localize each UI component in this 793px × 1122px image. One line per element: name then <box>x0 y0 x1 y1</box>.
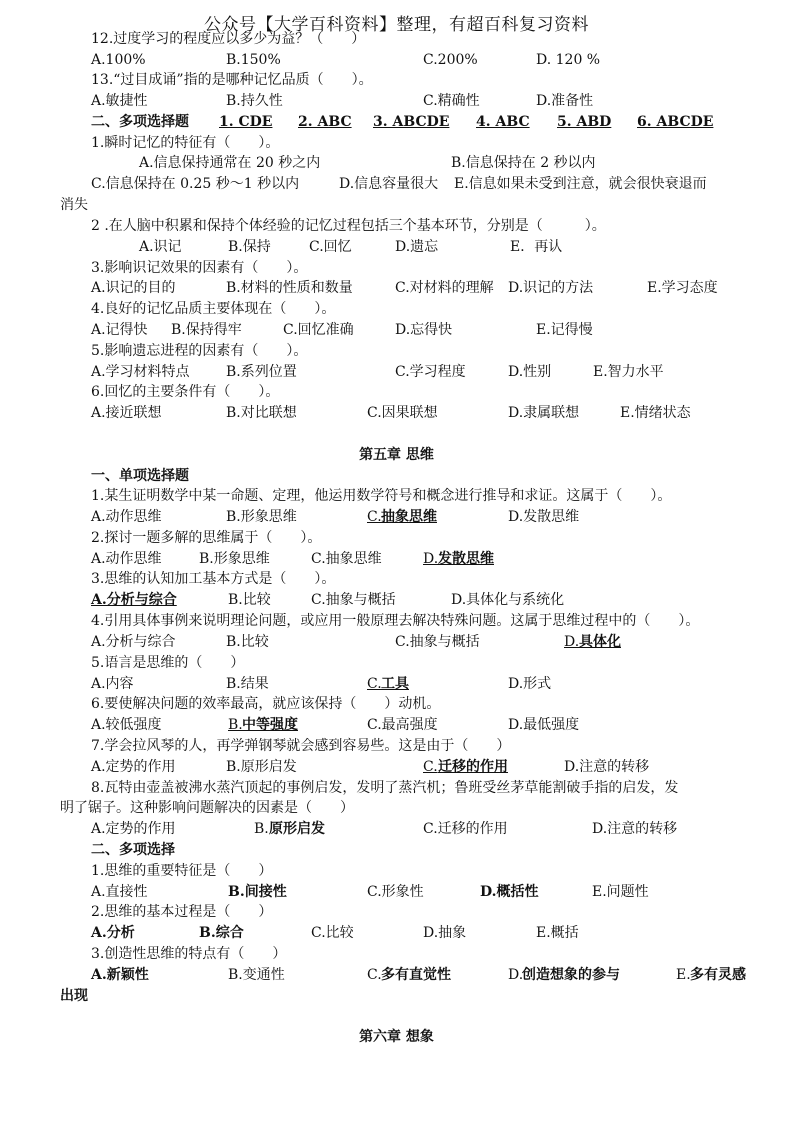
option: B.形象思维 <box>226 509 297 525</box>
option: B.持久性 <box>226 93 283 109</box>
option: C.抽象与概括 <box>311 592 396 608</box>
question-options <box>0 362 793 383</box>
question-options <box>0 50 793 71</box>
correct-answer: 原形启发 <box>269 821 325 837</box>
option: B.对比联想 <box>226 405 297 421</box>
question-stem-continuation: 明了锯子。这种影响问题解决的因素是（ ） <box>60 800 354 816</box>
correct-answer: 创造想象的参与 <box>522 967 620 983</box>
question-stem: 6.要使解决问题的效率最高，就应该保持（ ）动机。 <box>91 696 441 712</box>
question-stem: 3.思维的认知加工基本方式是（ ）。 <box>91 571 336 587</box>
correct-answer: 多有直觉性 <box>381 967 451 983</box>
option: D.形式 <box>508 676 552 692</box>
option: A.动作思维 <box>91 509 162 525</box>
option: E.智力水平 <box>593 364 664 380</box>
option: D.性别 <box>508 364 552 380</box>
question-options <box>0 91 793 112</box>
question-stem: 2 .在人脑中积累和保持个体经验的记忆过程包括三个基本环节，分别是（ ）。 <box>91 218 606 234</box>
option: E.学习态度 <box>647 280 718 296</box>
option: C.抽象与概括 <box>395 634 480 650</box>
answer-key: 3. ABCDE <box>373 114 450 130</box>
option: A.较低强度 <box>91 717 162 733</box>
chapter-title: 第六章 想象 <box>359 1029 434 1045</box>
option-continuation: 消失 <box>60 197 88 213</box>
question-stem: 1.某生证明数学中某一命题、定理，他运用数学符号和概念进行推导和求证。这属于（ ）。 <box>91 488 672 504</box>
option: A.定势的作用 <box>91 821 176 837</box>
answer-key: 2. ABC <box>298 114 352 130</box>
section-heading-single: 一、单项选择题 <box>91 468 189 484</box>
question-options <box>0 819 793 840</box>
option: E.概括 <box>536 925 579 941</box>
option: D.隶属联想 <box>508 405 580 421</box>
answer-key: 6. ABCDE <box>637 114 714 130</box>
option: A.动作思维 <box>91 551 162 567</box>
option: A.记得快 <box>91 322 148 338</box>
option: A.学习材料特点 <box>91 364 190 380</box>
option: A.敏捷性 <box>91 93 148 109</box>
option: D.最低强度 <box>508 717 580 733</box>
question-stem: 4.引用具体事例来说明理论问题，或应用一般原理去解决特殊问题。这属于思维过程中的（ ）。 <box>91 613 700 629</box>
option-letter: C. <box>423 759 438 775</box>
question-stem: 5.语言是思维的（ ） <box>91 655 245 671</box>
option-letter: C. <box>367 967 382 983</box>
correct-answer: 多有灵感 <box>690 967 746 983</box>
question-stem: 2.思维的基本过程是（ ） <box>91 904 273 920</box>
option: A.定势的作用 <box>91 759 176 775</box>
option: E.信息如果未受到注意，就会很快衰退而 <box>454 176 707 192</box>
option: C.对材料的理解 <box>395 280 494 296</box>
option: D.抽象 <box>423 925 467 941</box>
option: C.因果联想 <box>367 405 438 421</box>
question-options <box>0 674 793 695</box>
correct-answer: A.分析 <box>91 925 135 941</box>
question-options <box>0 153 793 174</box>
correct-answer: 工具 <box>381 676 409 692</box>
option-letter: B. <box>228 717 243 733</box>
option: B.系列位置 <box>226 364 297 380</box>
question-options <box>0 278 793 299</box>
option-letter: B. <box>254 821 269 837</box>
option: D.遗忘 <box>395 239 439 255</box>
option: C.迁移的作用 <box>423 821 508 837</box>
section-heading-multi: 二、多项选择 <box>91 842 175 858</box>
option: D.信息容量很大 <box>339 176 439 192</box>
question-stem: 3.创造性思维的特点有（ ） <box>91 946 287 962</box>
option: D.注意的转移 <box>564 759 650 775</box>
option: E.问题性 <box>592 884 649 900</box>
question-stem: 1.瞬时记忆的特征有（ ）。 <box>91 135 280 151</box>
section-title: 二、多项选择题 <box>91 114 189 130</box>
option: C.最高强度 <box>367 717 438 733</box>
option: D.发散思维 <box>508 509 580 525</box>
question-stem: 5.影响遗忘进程的因素有（ ）。 <box>91 343 308 359</box>
question-options <box>0 320 793 341</box>
option: A.识记 <box>139 239 182 255</box>
option: C.回忆 <box>309 239 352 255</box>
option: A.接近联想 <box>91 405 162 421</box>
option: B.变通性 <box>228 967 285 983</box>
option: B.形象思维 <box>199 551 270 567</box>
option: C.比较 <box>311 925 354 941</box>
option: B.材料的性质和数量 <box>226 280 353 296</box>
question-stem: 12.过度学习的程度应以多少为益？（ ） <box>91 31 366 47</box>
question-options <box>0 757 793 778</box>
option: B.比较 <box>226 634 269 650</box>
chapter-title: 第五章 思维 <box>359 447 434 463</box>
answer-key: 4. ABC <box>476 114 530 130</box>
question-options <box>0 590 793 611</box>
option: C.形象性 <box>367 884 424 900</box>
question-stem: 13.“过目成诵”指的是哪种记忆品质（ ）。 <box>91 72 373 88</box>
question-options <box>0 715 793 736</box>
question-options <box>0 923 793 944</box>
option: B.原形启发 <box>226 759 297 775</box>
answer-key: 1. CDE <box>219 114 273 130</box>
section-heading-multi <box>0 112 793 133</box>
question-options <box>0 549 793 570</box>
option: B.信息保持在 2 秒以内 <box>451 155 596 171</box>
option: C.回忆准确 <box>283 322 354 338</box>
option-letter: D. <box>564 634 580 650</box>
option: A.内容 <box>91 676 134 692</box>
correct-answer: 迁移的作用 <box>438 759 508 775</box>
question-options <box>0 403 793 424</box>
question-stem: 6.回忆的主要条件有（ ）。 <box>91 384 280 400</box>
option: A.分析与综合 <box>91 634 176 650</box>
correct-answer: A.新颖性 <box>91 967 149 983</box>
question-options <box>0 882 793 903</box>
option-continuation: 出现 <box>60 988 88 1004</box>
correct-answer: A.分析与综合 <box>91 592 177 608</box>
option: A.直接性 <box>91 884 148 900</box>
answer-key: 5. ABD <box>557 114 612 130</box>
option-letter: E. <box>676 967 691 983</box>
question-stem: 3.影响识记效果的因素有（ ）。 <box>91 260 308 276</box>
option: D.具体化与系统化 <box>451 592 565 608</box>
option: B.保持得牢 <box>171 322 242 338</box>
option: C.信息保持在 0.25 秒～1 秒以内 <box>91 176 300 192</box>
option-letter: D. <box>508 967 524 983</box>
correct-answer: B.综合 <box>199 925 244 941</box>
question-stem: 1.思维的重要特征是（ ） <box>91 863 273 879</box>
option-letter: C. <box>367 676 382 692</box>
option: C.学习程度 <box>395 364 466 380</box>
option: E.情绪状态 <box>620 405 691 421</box>
question-options <box>0 965 793 986</box>
option: D.准备性 <box>536 93 594 109</box>
option: C.精确性 <box>423 93 480 109</box>
question-stem: 7.学会拉风琴的人，再学弹钢琴就会感到容易些。这是由于（ ） <box>91 738 511 754</box>
question-stem: 2.探讨一题多解的思维属于（ ）。 <box>91 530 322 546</box>
option: C.200% <box>423 52 478 68</box>
option: B.结果 <box>226 676 269 692</box>
option: E．再认 <box>510 239 563 255</box>
option: B.比较 <box>228 592 271 608</box>
option: D.忘得快 <box>395 322 453 338</box>
option: B.150% <box>226 52 281 68</box>
option: A.识记的目的 <box>91 280 176 296</box>
correct-answer: 具体化 <box>579 634 621 650</box>
option: A.信息保持通常在 20 秒之内 <box>139 155 321 171</box>
option: B.保持 <box>228 239 271 255</box>
correct-answer: 中等强度 <box>242 717 298 733</box>
correct-answer: 抽象思维 <box>381 509 437 525</box>
option: D. 120 % <box>536 52 601 68</box>
page-header: 公众号【大学百科资料】整理，有超百科复习资料 <box>204 15 589 35</box>
question-stem: 4.良好的记忆品质主要体现在（ ）。 <box>91 301 336 317</box>
question-options <box>0 507 793 528</box>
option: C.抽象思维 <box>311 551 382 567</box>
option: D.识记的方法 <box>508 280 594 296</box>
option-letter: D. <box>423 551 439 567</box>
option: E.记得慢 <box>536 322 593 338</box>
option-letter: C. <box>367 509 382 525</box>
question-options <box>0 174 793 195</box>
correct-answer: 发散思维 <box>438 551 494 567</box>
question-options <box>0 237 793 258</box>
correct-answer: B.间接性 <box>228 884 287 900</box>
question-options <box>0 632 793 653</box>
question-stem: 8.瓦特由壶盖被沸水蒸汽顶起的事例启发，发明了蒸汽机；鲁班受丝茅草能割破手指的启发，发 <box>91 780 679 796</box>
option: A.100% <box>91 52 146 68</box>
option: D.注意的转移 <box>592 821 678 837</box>
correct-answer: D.概括性 <box>480 884 539 900</box>
